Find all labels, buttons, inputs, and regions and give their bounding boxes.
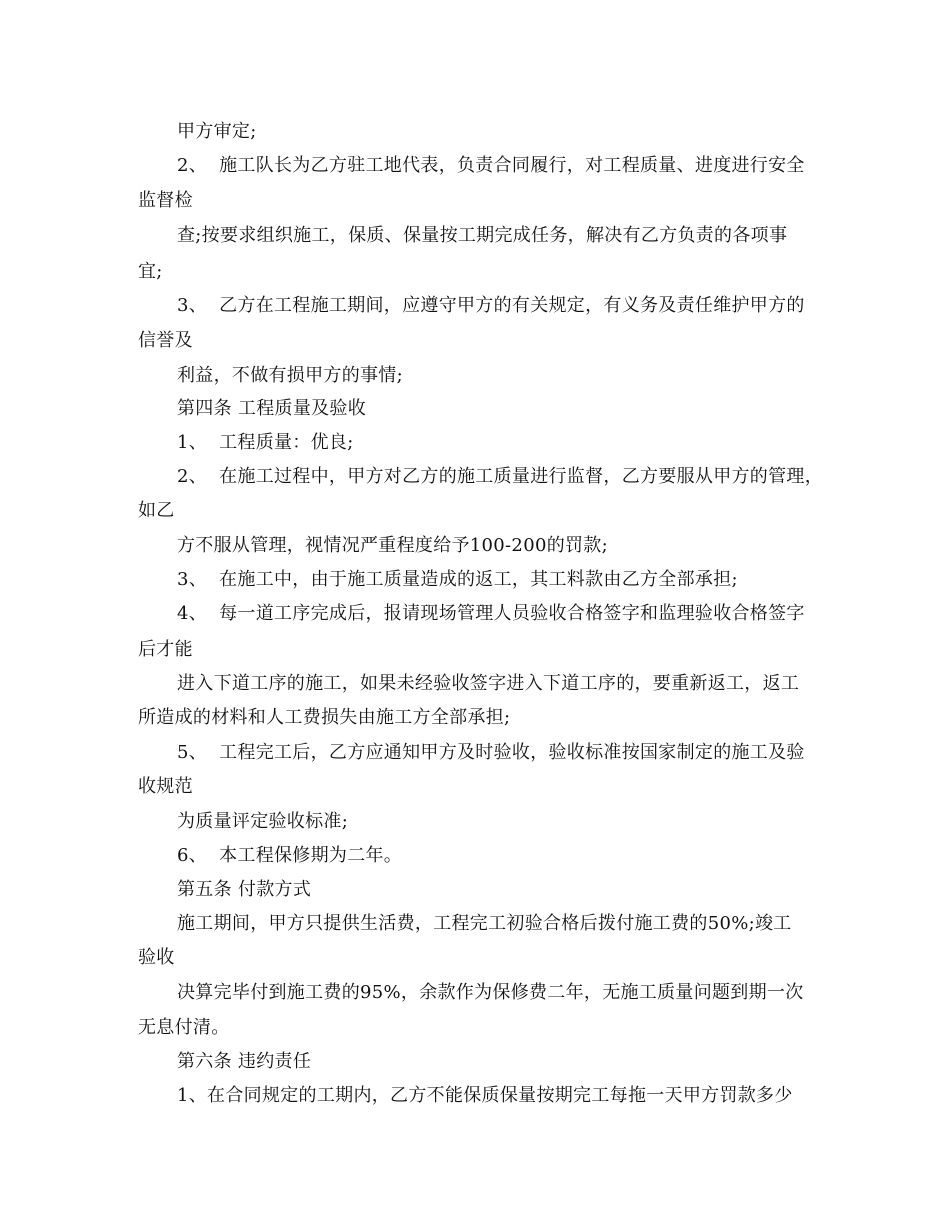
- paragraph-line: 查;按要求组织施工，保质、保量按工期完成任务，解决有乙方负责的各项事: [177, 225, 788, 246]
- paragraph-line: 施工期间，甲方只提供生活费，工程完工初验合格后拨付施工费的50%;竣工: [177, 913, 792, 934]
- paragraph-line: 6、 本工程保修期为二年。: [177, 845, 403, 866]
- paragraph-line: 4、 每一道工序完成后，报请现场管理人员验收合格签字和监理验收合格签字: [177, 603, 805, 624]
- paragraph-line: 进入下道工序的施工，如果未经验收签字进入下道工序的，要重新返工，返工: [177, 673, 800, 694]
- paragraph-line: 验收: [138, 947, 175, 968]
- paragraph-line: 信誉及: [138, 330, 193, 351]
- paragraph-line: 后才能: [138, 639, 193, 660]
- paragraph-line: 为质量评定验收标准;: [177, 811, 349, 832]
- paragraph-line: 2、 施工队长为乙方驻工地代表，负责合同履行，对工程质量、进度进行安全: [177, 155, 805, 176]
- paragraph-line: 5、 工程完工后，乙方应通知甲方及时验收，验收标准按国家制定的施工及验: [177, 742, 805, 763]
- paragraph-line: 利益，不做有损甲方的事情;: [177, 365, 403, 386]
- paragraph-line: 3、 在施工中，由于施工质量造成的返工，其工料款由乙方全部承担;: [177, 569, 738, 590]
- paragraph-line: 甲方审定;: [177, 121, 257, 142]
- paragraph-line: 1、在合同规定的工期内，乙方不能保质保量按期完工每拖一天甲方罚款多少: [177, 1085, 793, 1106]
- paragraph-line: 3、 乙方在工程施工期间，应遵守甲方的有关规定，有义务及责任维护甲方的: [177, 295, 805, 316]
- paragraph-line: 1、 工程质量：优良;: [177, 432, 354, 453]
- paragraph-line: 无息付清。: [138, 1017, 230, 1038]
- section-heading: 第四条 工程质量及验收: [177, 398, 367, 419]
- paragraph-line: 决算完毕付到施工费的95%，余款作为保修费二年，无施工质量问题到期一次: [177, 982, 804, 1003]
- paragraph-line: 2、 在施工过程中，甲方对乙方的施工质量进行监督，乙方要服从甲方的管理，: [177, 466, 823, 487]
- paragraph-line: 方不服从管理，视情况严重程度给予100-200的罚款;: [177, 535, 608, 556]
- paragraph-line: 宜;: [138, 261, 163, 282]
- section-heading: 第六条 违约责任: [177, 1051, 312, 1072]
- paragraph-line: 如乙: [138, 500, 175, 521]
- paragraph-line: 所造成的材料和人工费损失由施工方全部承担;: [138, 707, 511, 728]
- section-heading: 第五条 付款方式: [177, 879, 312, 900]
- paragraph-line: 监督检: [138, 190, 193, 211]
- paragraph-line: 收规范: [138, 776, 193, 797]
